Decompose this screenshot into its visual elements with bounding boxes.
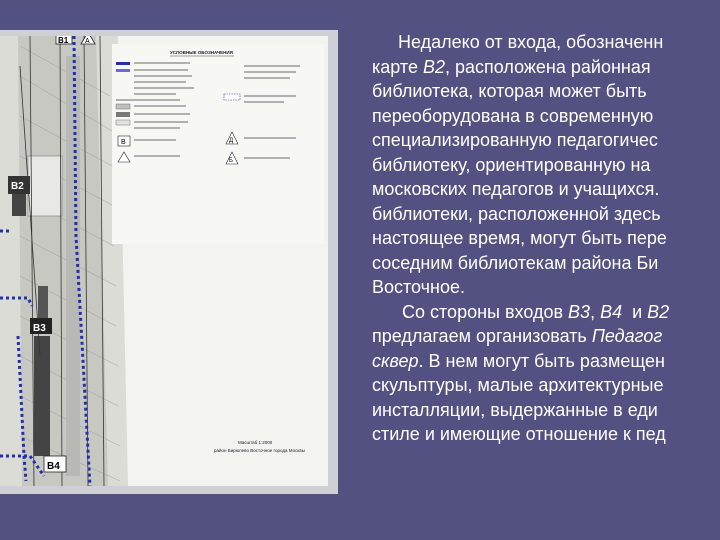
- svg-text:Д: Д: [229, 138, 234, 144]
- marker-a-label: A: [85, 38, 90, 45]
- paragraph2-line: предлагаем организовать Педагог: [372, 326, 663, 346]
- paragraph2-line: сквер. В нем могут быть размещен: [372, 350, 665, 371]
- marker-b1-label: B1: [58, 36, 69, 45]
- svg-text:Б: Б: [229, 158, 233, 164]
- paragraph2-line: скульптуры, малые архитектурные: [372, 375, 664, 395]
- legend-panel: [112, 44, 324, 244]
- paragraph1-line: переоборудована в современную: [372, 105, 654, 126]
- marker-b2-label: B2: [11, 181, 24, 192]
- paragraph1-line: Восточное.: [372, 277, 466, 297]
- paragraph1-line: библиотеку, ориентированную на: [372, 154, 651, 175]
- paragraph1-line: библиотека, которая может быть: [372, 81, 647, 101]
- svg-text:B: B: [121, 139, 126, 146]
- map-scale: Масштаб 1:2000: [238, 440, 273, 445]
- description-text: [372, 30, 720, 530]
- paragraph1-line: соседним библиотекам района Би: [372, 252, 659, 273]
- paragraph2-line: инсталляции, выдержанные в еди: [372, 399, 658, 420]
- paragraph1-line: настоящее время, могут быть пере: [372, 228, 667, 248]
- legend-title: УСЛОВНЫЕ ОБОЗНАЧЕНИЯ: [170, 50, 233, 55]
- site-plan-map: [0, 36, 328, 486]
- paragraph2-line: Со стороны входов B3, B4 и B2: [402, 301, 670, 322]
- paragraph2-line: стиле и имеющие отношение к пед: [372, 424, 666, 444]
- marker-b4-label: B4: [47, 461, 60, 472]
- marker-b3-label: B3: [33, 323, 46, 334]
- paragraph1-line: специализированную педагогичес: [372, 130, 658, 150]
- paragraph1-line: карте B2, расположена районная: [372, 56, 651, 77]
- building-block: [28, 156, 62, 216]
- building-b4: [34, 336, 50, 456]
- map-district: район Бирюлево Восточное города Москвы: [214, 448, 305, 453]
- paragraph1-line: московских педагогов и учащихся.: [372, 179, 660, 199]
- road-strip: [18, 36, 108, 486]
- paragraph1-line: Недалеко от входа, обозначенн: [398, 32, 664, 52]
- paragraph1-line: библиотеки, расположенной здесь: [372, 203, 661, 224]
